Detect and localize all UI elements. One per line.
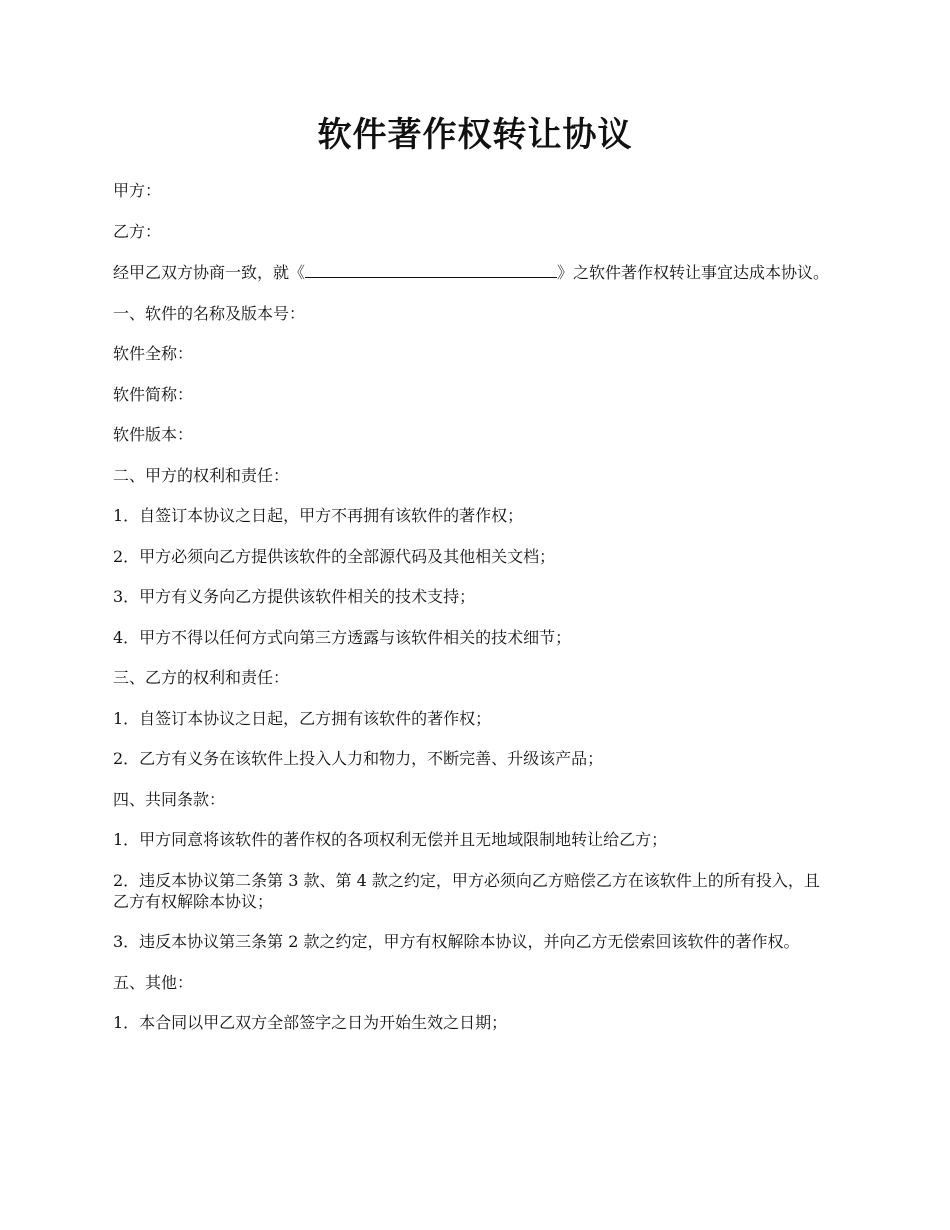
software-full-name-field: 软件全称： <box>113 344 194 363</box>
section5-heading: 五、其他： <box>113 972 194 992</box>
party-b-line: 乙方： <box>113 221 162 241</box>
intro-suffix: 》之软件著作权转让事宜达成本协议。 <box>557 263 830 282</box>
section3-item: 1．自签订本协议之日起，乙方拥有该软件的著作权； <box>113 708 492 728</box>
section3-heading: 三、乙方的权利和责任： <box>113 668 290 687</box>
section1-heading: 一、软件的名称及版本号： <box>113 303 306 323</box>
software-name-blank <box>305 261 557 278</box>
software-short-name-field: 软件简称： <box>113 384 194 404</box>
section4-item: 2．违反本协议第二条第 3 款、第 4 款之约定，甲方必须向乙方赔偿乙方在该软件上的所有投入，且乙方有权解除本协议； <box>113 870 820 911</box>
section3-item: 2．乙方有义务在该软件上投入人力和物力，不断完善、升级该产品； <box>113 749 604 768</box>
intro-paragraph <box>113 261 835 283</box>
intro-prefix: 经甲乙双方协商一致，就《 <box>113 263 306 282</box>
section2-item: 1．自签订本协议之日起，甲方不再拥有该软件的著作权； <box>113 506 524 525</box>
party-a-line: 甲方： <box>113 181 162 200</box>
section2-item: 3．甲方有义务向乙方提供该软件相关的技术支持； <box>113 587 476 606</box>
document-body <box>113 180 835 1053</box>
section2-item: 4．甲方不得以任何方式向第三方透露与该软件相关的技术细节； <box>113 627 572 647</box>
section4-heading: 四、共同条款： <box>113 789 226 809</box>
section2-heading: 二、甲方的权利和责任： <box>113 465 290 485</box>
section5-item: 1．本合同以甲乙双方全部签字之日为开始生效之日期； <box>113 1013 508 1032</box>
section2-item: 2．甲方必须向乙方提供该软件的全部源代码及其他相关文档； <box>113 546 556 566</box>
document-title: 软件著作权转让协议 <box>317 115 633 155</box>
section4-item: 3．违反本协议第三条第 2 款之约定，甲方有权解除本协议，并向乙方无偿索回该软件的著作权。 <box>113 932 800 951</box>
section4-item: 1．甲方同意将该软件的著作权的各项权利无偿并且无地域限制地转让给乙方； <box>113 830 668 849</box>
software-version-field: 软件版本： <box>113 425 194 444</box>
